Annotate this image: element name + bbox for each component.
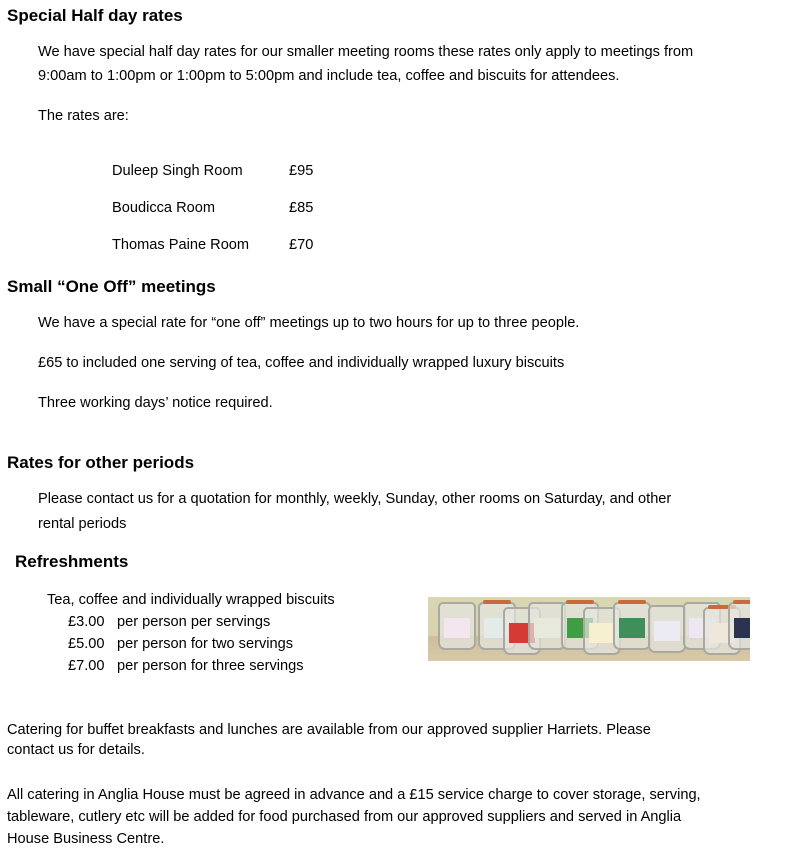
refreshment-desc: per person for two servings bbox=[117, 636, 294, 652]
one-off-line: We have a special rate for “one off” meetings up to two hours for up to three people. bbox=[38, 315, 580, 331]
rate-room: Duleep Singh Room bbox=[112, 163, 243, 179]
refreshment-price: £5.00 bbox=[68, 636, 105, 652]
one-off-line: Three working days’ notice required. bbox=[38, 395, 273, 411]
rates-label: The rates are: bbox=[38, 108, 129, 124]
other-periods-line: rental periods bbox=[38, 516, 127, 532]
refreshment-price: £3.00 bbox=[68, 614, 105, 630]
refreshment-price: £7.00 bbox=[68, 658, 105, 674]
other-periods-line: Please contact us for a quotation for monthly, weekly, Sunday, other rooms on Saturday, and other bbox=[38, 491, 672, 507]
catering-policy-line: All catering in Anglia House must be agreed in advance and a £15 service charge to cover storage, serving, bbox=[7, 787, 701, 803]
other-periods-heading: Rates for other periods bbox=[7, 453, 195, 472]
one-off-heading: Small “One Off” meetings bbox=[7, 277, 216, 296]
catering-line: contact us for details. bbox=[7, 742, 145, 758]
rate-price: £85 bbox=[289, 200, 314, 216]
half-day-heading: Special Half day rates bbox=[7, 6, 183, 25]
half-day-intro-line: We have special half day rates for our smaller meeting rooms these rates only apply to meetings from bbox=[38, 44, 694, 60]
rate-room: Thomas Paine Room bbox=[112, 237, 250, 253]
half-day-intro-line: 9:00am to 1:00pm or 1:00pm to 5:00pm and include tea, coffee and biscuits for attendees. bbox=[38, 68, 620, 84]
tea-jars-photo bbox=[428, 597, 750, 661]
catering-line: Catering for buffet breakfasts and lunches are available from our approved supplier Harriets. Please bbox=[7, 722, 651, 738]
one-off-line: £65 to included one serving of tea, coffee and individually wrapped luxury biscuits bbox=[38, 355, 565, 371]
refreshment-desc: per person per servings bbox=[117, 614, 271, 630]
catering-policy-line: tableware, cutlery etc will be added for food purchased from our approved suppliers and served in Anglia bbox=[7, 809, 682, 825]
rate-price: £70 bbox=[289, 237, 314, 253]
rate-room: Boudicca Room bbox=[112, 200, 216, 216]
refreshments-intro: Tea, coffee and individually wrapped biscuits bbox=[47, 592, 335, 608]
catering-policy-line: House Business Centre. bbox=[7, 831, 165, 847]
refreshments-heading: Refreshments bbox=[15, 552, 129, 571]
rate-price: £95 bbox=[289, 163, 314, 179]
refreshment-desc: per person for three servings bbox=[117, 658, 304, 674]
